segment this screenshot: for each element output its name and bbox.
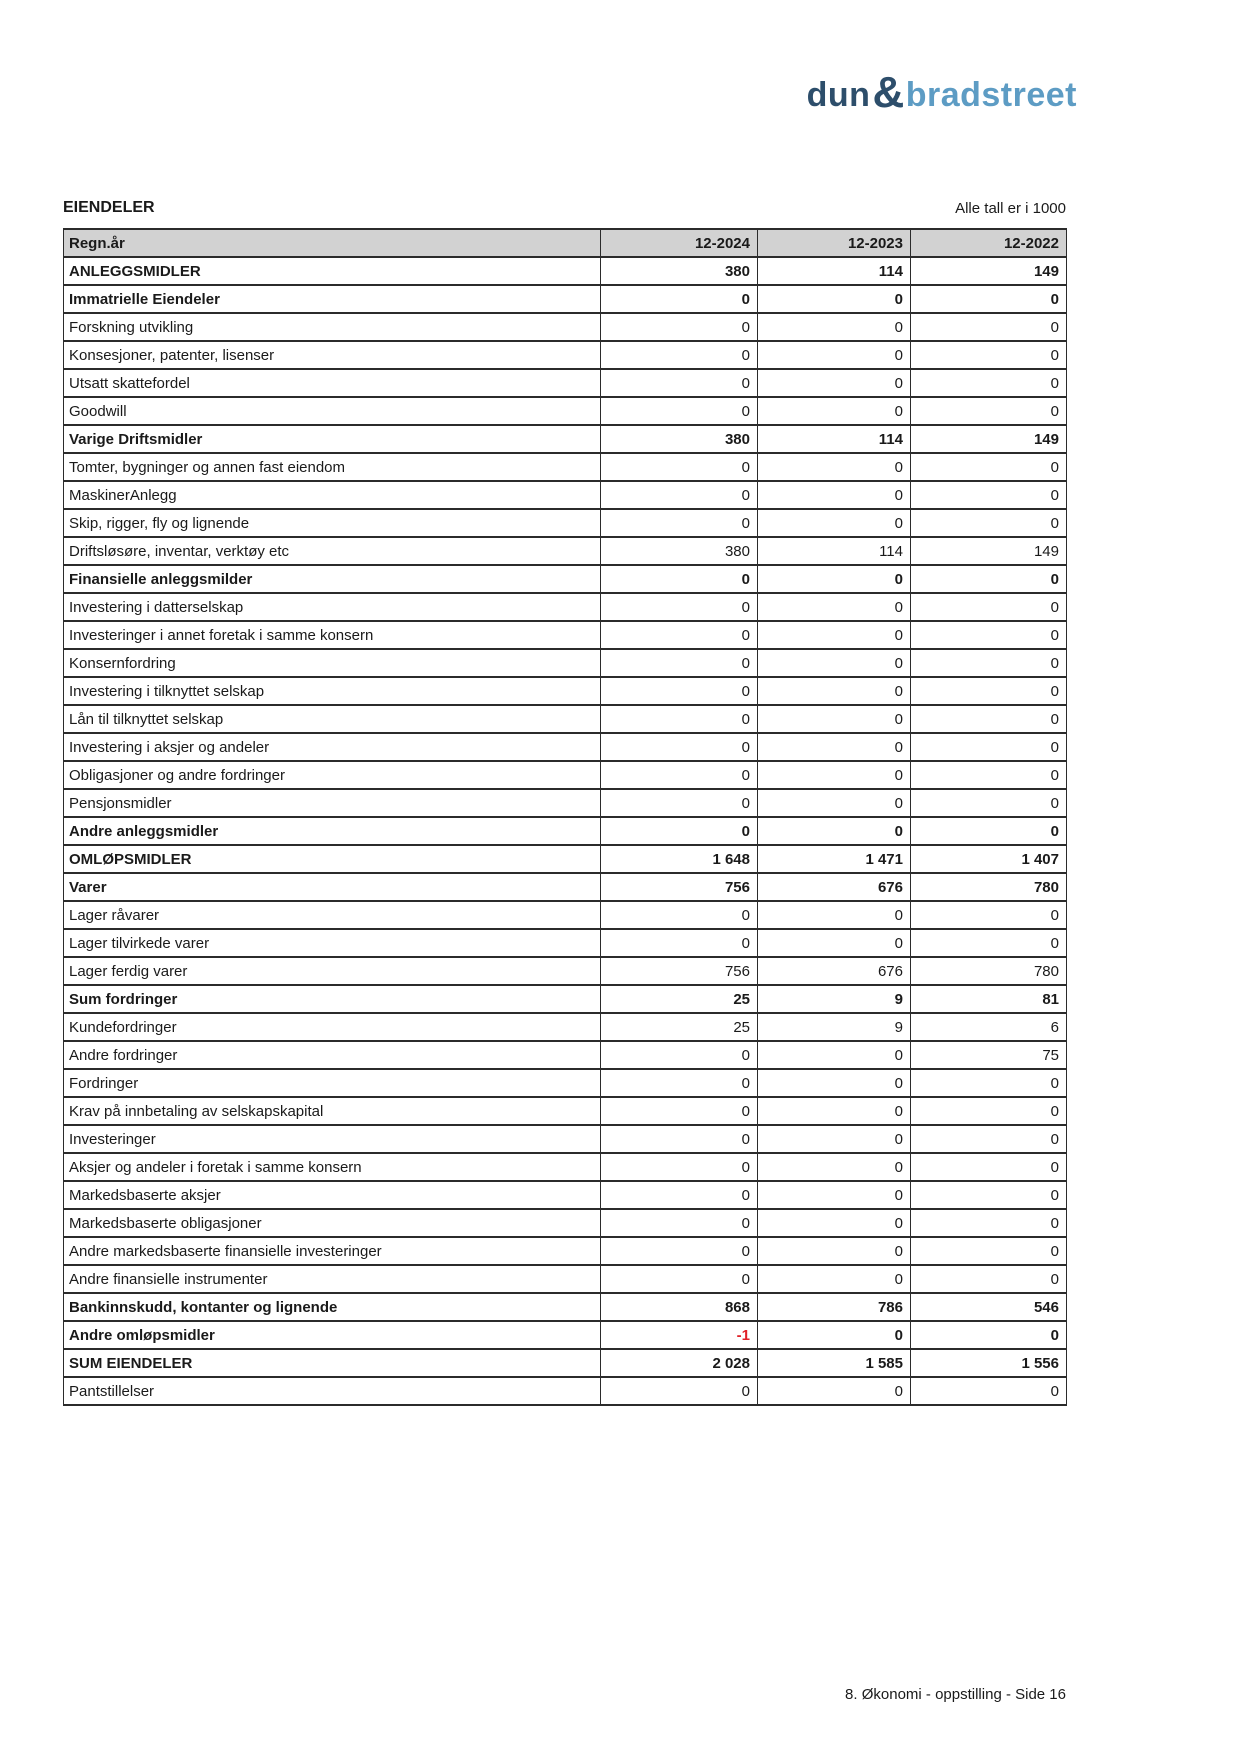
logo-text-dun: dun <box>806 75 871 114</box>
row-label: Utsatt skattefordel <box>64 369 601 397</box>
value-cell: 786 <box>758 1293 911 1321</box>
value-cell: 0 <box>758 901 911 929</box>
value-cell: 0 <box>758 1153 911 1181</box>
value-cell: 0 <box>758 1321 911 1349</box>
table-row <box>64 1237 1067 1265</box>
value-cell: 0 <box>758 453 911 481</box>
value-cell: 780 <box>911 957 1067 985</box>
value-cell: 0 <box>911 1209 1067 1237</box>
value-cell: 0 <box>601 1125 758 1153</box>
value-cell: 0 <box>911 789 1067 817</box>
value-cell: 0 <box>911 481 1067 509</box>
value-cell: 0 <box>601 1153 758 1181</box>
header-year-2024: 12-2024 <box>601 229 758 257</box>
logo-text-bradstreet: bradstreet <box>905 75 1077 114</box>
value-cell: 0 <box>601 341 758 369</box>
row-label: Pantstillelser <box>64 1377 601 1405</box>
table-row <box>64 481 1067 509</box>
table-row <box>64 1125 1067 1153</box>
value-cell: -1 <box>601 1321 758 1349</box>
value-cell: 546 <box>911 1293 1067 1321</box>
table-row <box>64 649 1067 677</box>
value-cell: 0 <box>911 1097 1067 1125</box>
value-cell: 0 <box>911 621 1067 649</box>
assets-table <box>63 228 1067 1406</box>
row-label: Finansielle anleggsmilder <box>64 565 601 593</box>
value-cell: 0 <box>758 341 911 369</box>
table-row <box>64 257 1067 285</box>
value-cell: 0 <box>601 285 758 313</box>
value-cell: 81 <box>911 985 1067 1013</box>
value-cell: 0 <box>601 1181 758 1209</box>
value-cell: 0 <box>601 509 758 537</box>
table-row <box>64 789 1067 817</box>
table-row <box>64 845 1067 873</box>
row-label: Andre omløpsmidler <box>64 1321 601 1349</box>
value-cell: 114 <box>758 537 911 565</box>
row-label: Investering i tilknyttet selskap <box>64 677 601 705</box>
value-cell: 756 <box>601 873 758 901</box>
value-cell: 0 <box>758 509 911 537</box>
value-cell: 0 <box>911 1237 1067 1265</box>
row-label: Pensjonsmidler <box>64 789 601 817</box>
value-cell: 149 <box>911 537 1067 565</box>
row-label: Andre fordringer <box>64 1041 601 1069</box>
row-label: Kundefordringer <box>64 1013 601 1041</box>
value-cell: 0 <box>911 929 1067 957</box>
table-row <box>64 397 1067 425</box>
value-cell: 0 <box>758 789 911 817</box>
value-cell: 0 <box>911 733 1067 761</box>
value-cell: 149 <box>911 425 1067 453</box>
row-label: Sum fordringer <box>64 985 601 1013</box>
value-cell: 0 <box>601 1097 758 1125</box>
value-cell: 0 <box>758 1181 911 1209</box>
value-cell: 149 <box>911 257 1067 285</box>
value-cell: 0 <box>601 1377 758 1405</box>
value-cell: 0 <box>911 761 1067 789</box>
value-cell: 0 <box>911 705 1067 733</box>
value-cell: 0 <box>758 1041 911 1069</box>
table-row <box>64 341 1067 369</box>
value-cell: 0 <box>911 313 1067 341</box>
value-cell: 0 <box>758 481 911 509</box>
value-cell: 1 585 <box>758 1349 911 1377</box>
table-row <box>64 705 1067 733</box>
value-cell: 0 <box>758 621 911 649</box>
value-cell: 2 028 <box>601 1349 758 1377</box>
row-label: Skip, rigger, fly og lignende <box>64 509 601 537</box>
value-cell: 0 <box>911 649 1067 677</box>
value-cell: 0 <box>911 677 1067 705</box>
value-cell: 0 <box>601 1237 758 1265</box>
row-label: ANLEGGSMIDLER <box>64 257 601 285</box>
table-header-row <box>64 229 1067 257</box>
table-row <box>64 285 1067 313</box>
value-cell: 0 <box>911 593 1067 621</box>
value-cell: 0 <box>911 285 1067 313</box>
header-year-2022: 12-2022 <box>911 229 1067 257</box>
value-cell: 1 407 <box>911 845 1067 873</box>
value-cell: 0 <box>601 817 758 845</box>
row-label: Lager råvarer <box>64 901 601 929</box>
value-cell: 0 <box>601 453 758 481</box>
row-label: Goodwill <box>64 397 601 425</box>
value-cell: 0 <box>758 397 911 425</box>
value-cell: 9 <box>758 985 911 1013</box>
value-cell: 0 <box>601 313 758 341</box>
value-cell: 0 <box>601 593 758 621</box>
table-row <box>64 369 1067 397</box>
value-cell: 0 <box>758 1377 911 1405</box>
table-row <box>64 509 1067 537</box>
value-cell: 0 <box>911 1377 1067 1405</box>
value-cell: 114 <box>758 257 911 285</box>
row-label: Andre markedsbaserte finansielle investeringer <box>64 1237 601 1265</box>
table-body <box>64 257 1067 1405</box>
table-row <box>64 621 1067 649</box>
row-label: SUM EIENDELER <box>64 1349 601 1377</box>
value-cell: 0 <box>911 1069 1067 1097</box>
value-cell: 0 <box>911 453 1067 481</box>
value-cell: 1 471 <box>758 845 911 873</box>
table-row <box>64 985 1067 1013</box>
row-label: Lager ferdig varer <box>64 957 601 985</box>
value-cell: 9 <box>758 1013 911 1041</box>
value-cell: 0 <box>758 593 911 621</box>
value-cell: 0 <box>911 1153 1067 1181</box>
ampersand-icon: & <box>872 68 905 117</box>
table-row <box>64 733 1067 761</box>
header-regnaar: Regn.år <box>64 229 601 257</box>
table-row <box>64 537 1067 565</box>
row-label: Andre finansielle instrumenter <box>64 1265 601 1293</box>
value-cell: 25 <box>601 1013 758 1041</box>
header-year-2023: 12-2023 <box>758 229 911 257</box>
value-cell: 0 <box>911 397 1067 425</box>
value-cell: 0 <box>758 929 911 957</box>
value-cell: 0 <box>601 565 758 593</box>
table-row <box>64 1069 1067 1097</box>
value-cell: 0 <box>758 285 911 313</box>
value-cell: 0 <box>601 1265 758 1293</box>
row-label: Tomter, bygninger og annen fast eiendom <box>64 453 601 481</box>
value-cell: 0 <box>758 369 911 397</box>
row-label: OMLØPSMIDLER <box>64 845 601 873</box>
table-row <box>64 957 1067 985</box>
value-cell: 0 <box>601 761 758 789</box>
value-cell: 0 <box>758 565 911 593</box>
row-label: Bankinnskudd, kontanter og lignende <box>64 1293 601 1321</box>
value-cell: 380 <box>601 257 758 285</box>
value-cell: 0 <box>601 1069 758 1097</box>
value-cell: 0 <box>758 1237 911 1265</box>
value-cell: 0 <box>601 677 758 705</box>
row-label: Obligasjoner og andre fordringer <box>64 761 601 789</box>
value-cell: 0 <box>911 901 1067 929</box>
table-row <box>64 817 1067 845</box>
row-label: Andre anleggsmidler <box>64 817 601 845</box>
units-note: Alle tall er i 1000 <box>955 200 1066 217</box>
value-cell: 780 <box>911 873 1067 901</box>
table-row <box>64 593 1067 621</box>
table-row <box>64 1321 1067 1349</box>
value-cell: 0 <box>911 509 1067 537</box>
value-cell: 0 <box>758 1069 911 1097</box>
value-cell: 0 <box>601 1209 758 1237</box>
value-cell: 0 <box>601 705 758 733</box>
table-row <box>64 1293 1067 1321</box>
value-cell: 380 <box>601 425 758 453</box>
row-label: MaskinerAnlegg <box>64 481 601 509</box>
table-row <box>64 1377 1067 1405</box>
value-cell: 6 <box>911 1013 1067 1041</box>
value-cell: 0 <box>758 761 911 789</box>
value-cell: 0 <box>601 901 758 929</box>
row-label: Krav på innbetaling av selskapskapital <box>64 1097 601 1125</box>
row-label: Lager tilvirkede varer <box>64 929 601 957</box>
value-cell: 676 <box>758 873 911 901</box>
row-label: Lån til tilknyttet selskap <box>64 705 601 733</box>
value-cell: 0 <box>911 369 1067 397</box>
row-label: Varer <box>64 873 601 901</box>
value-cell: 0 <box>911 1125 1067 1153</box>
row-label: Markedsbaserte obligasjoner <box>64 1209 601 1237</box>
value-cell: 0 <box>758 649 911 677</box>
row-label: Fordringer <box>64 1069 601 1097</box>
row-label: Markedsbaserte aksjer <box>64 1181 601 1209</box>
row-label: Varige Driftsmidler <box>64 425 601 453</box>
table-row <box>64 677 1067 705</box>
table-row <box>64 1181 1067 1209</box>
value-cell: 0 <box>601 649 758 677</box>
table-row <box>64 1209 1067 1237</box>
value-cell: 0 <box>911 341 1067 369</box>
value-cell: 0 <box>911 1265 1067 1293</box>
value-cell: 0 <box>911 1181 1067 1209</box>
value-cell: 676 <box>758 957 911 985</box>
table-row <box>64 1097 1067 1125</box>
row-label: Aksjer og andeler i foretak i samme konsern <box>64 1153 601 1181</box>
value-cell: 0 <box>758 733 911 761</box>
value-cell: 0 <box>758 313 911 341</box>
table-row <box>64 1265 1067 1293</box>
table-row <box>64 901 1067 929</box>
table-row <box>64 1013 1067 1041</box>
value-cell: 380 <box>601 537 758 565</box>
value-cell: 0 <box>601 481 758 509</box>
row-label: Konsernfordring <box>64 649 601 677</box>
value-cell: 0 <box>601 929 758 957</box>
row-label: Investering i datterselskap <box>64 593 601 621</box>
dun-bradstreet-logo <box>807 68 1077 122</box>
row-label: Immatrielle Eiendeler <box>64 285 601 313</box>
value-cell: 0 <box>911 1321 1067 1349</box>
value-cell: 75 <box>911 1041 1067 1069</box>
table-row <box>64 1153 1067 1181</box>
row-label: Investering i aksjer og andeler <box>64 733 601 761</box>
value-cell: 0 <box>601 369 758 397</box>
table-row <box>64 929 1067 957</box>
page-footer: 8. Økonomi - oppstilling - Side 16 <box>845 1686 1066 1703</box>
value-cell: 0 <box>758 705 911 733</box>
table-row <box>64 873 1067 901</box>
table-row <box>64 1041 1067 1069</box>
title-row <box>63 199 1066 217</box>
value-cell: 0 <box>911 817 1067 845</box>
value-cell: 0 <box>758 1209 911 1237</box>
table-row <box>64 453 1067 481</box>
value-cell: 756 <box>601 957 758 985</box>
page-title: EIENDELER <box>63 199 155 216</box>
value-cell: 1 648 <box>601 845 758 873</box>
value-cell: 0 <box>758 1097 911 1125</box>
value-cell: 0 <box>758 1265 911 1293</box>
value-cell: 868 <box>601 1293 758 1321</box>
value-cell: 114 <box>758 425 911 453</box>
value-cell: 0 <box>601 397 758 425</box>
table-row <box>64 1349 1067 1377</box>
row-label: Forskning utvikling <box>64 313 601 341</box>
table-row <box>64 313 1067 341</box>
value-cell: 0 <box>601 1041 758 1069</box>
row-label: Driftsløsøre, inventar, verktøy etc <box>64 537 601 565</box>
value-cell: 0 <box>758 677 911 705</box>
value-cell: 25 <box>601 985 758 1013</box>
value-cell: 0 <box>758 817 911 845</box>
value-cell: 1 556 <box>911 1349 1067 1377</box>
table-row <box>64 565 1067 593</box>
row-label: Investeringer <box>64 1125 601 1153</box>
row-label: Investeringer i annet foretak i samme konsern <box>64 621 601 649</box>
value-cell: 0 <box>601 621 758 649</box>
table-row <box>64 761 1067 789</box>
value-cell: 0 <box>601 789 758 817</box>
row-label: Konsesjoner, patenter, lisenser <box>64 341 601 369</box>
value-cell: 0 <box>601 733 758 761</box>
value-cell: 0 <box>758 1125 911 1153</box>
table-row <box>64 425 1067 453</box>
value-cell: 0 <box>911 565 1067 593</box>
